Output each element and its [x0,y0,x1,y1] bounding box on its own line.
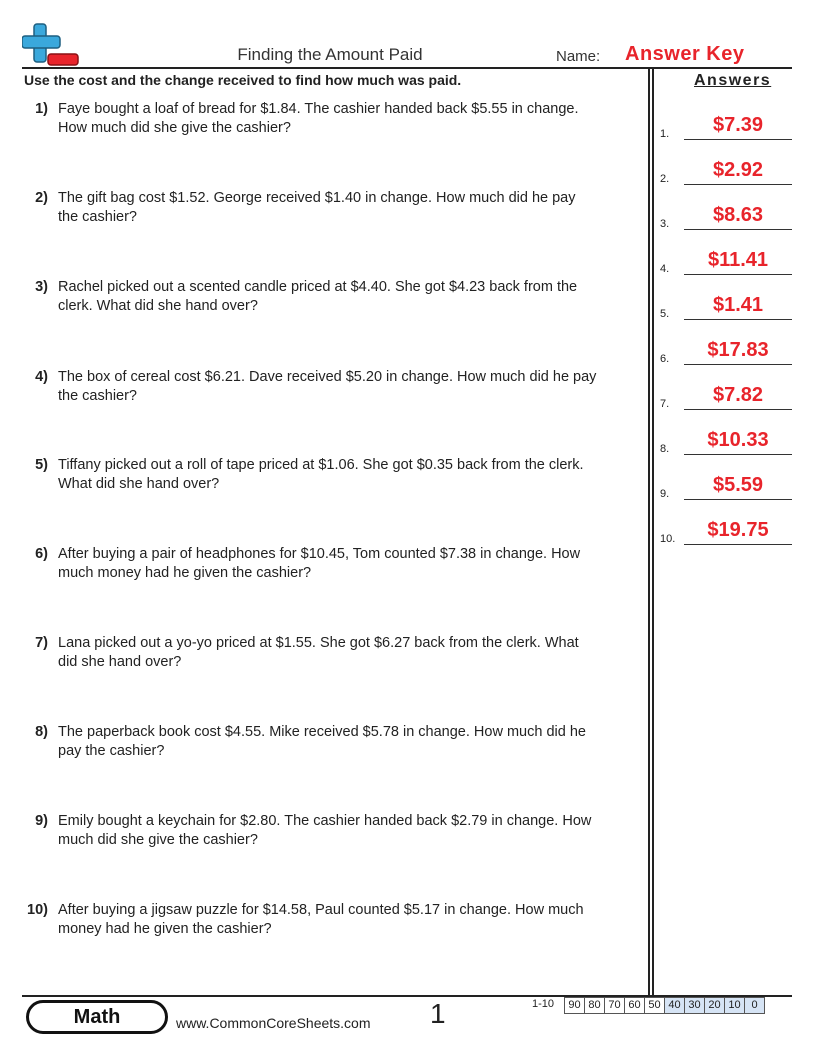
question-text: The box of cereal cost $6.21. Dave received $5.20 in change. How much did he pay the cashier? [58,369,597,404]
header-divider [22,67,792,69]
answer-number: 1. [660,128,670,140]
subject-badge: Math [26,1000,168,1034]
answer-value: $5.59 [712,474,764,496]
worksheet-title: Finding the Amount Paid [237,45,423,64]
question-number: 10) [27,902,48,918]
answer-row [660,470,792,500]
answer-number: 7. [660,398,670,410]
question-number: 3) [35,279,48,295]
name-label: Name: [556,48,601,65]
question-text: After buying a jigsaw puzzle for $14.58, Paul counted $5.17 in change. How much money had he given the cashier? [58,902,584,937]
question-text: Faye bought a loaf of bread for $1.84. The cashier handed back $5.55 in change. How much did she give the cashier? [58,101,579,136]
score-cell: 60 [625,998,645,1013]
question-number: 8) [35,724,48,740]
question-number: 2) [35,190,48,206]
answer-value: $11.41 [707,249,769,271]
answer-value: $19.75 [707,519,769,541]
answers-heading: Answers [694,72,772,89]
question-text: Lana picked out a yo-yo priced at $1.55. She got $6.27 back from the clerk. What did she hand over? [58,635,579,670]
answer-value: $10.33 [707,429,769,451]
score-cell: 20 [705,998,725,1013]
answer-number: 2. [660,173,670,185]
answer-line [684,139,792,140]
answer-line [684,229,792,230]
common-core-sheets-logo [22,22,80,68]
score-cell: 10 [725,998,745,1013]
answer-value: $8.63 [712,204,764,226]
score-cell: 40 [665,998,685,1013]
answer-line [684,319,792,320]
instructions: Use the cost and the change received to find how much was paid. [24,72,462,88]
answer-line [684,454,792,455]
answer-line [684,364,792,365]
answer-row [660,245,792,275]
answer-number: 8. [660,443,670,455]
answer-row [660,335,792,365]
question-text: Tiffany picked out a roll of tape priced at $1.06. She got $0.35 back from the clerk. What did she hand over? [58,457,584,492]
answer-value: $7.82 [712,384,764,406]
answer-row [660,155,792,185]
answer-number: 6. [660,353,670,365]
answer-line [684,274,792,275]
score-cell: 30 [685,998,705,1013]
answer-row [660,515,792,545]
answer-number: 4. [660,263,670,275]
answer-number: 3. [660,218,670,230]
answer-line [684,409,792,410]
question-text: Emily bought a keychain for $2.80. The cashier handed back $2.79 in change. How much did she give the cashier? [58,813,592,848]
score-cell: 70 [605,998,625,1013]
answer-row [660,110,792,140]
question-number: 5) [35,457,48,473]
answer-number: 9. [660,488,670,500]
answer-value: $2.92 [712,159,764,181]
answer-key-label: Answer Key [625,43,745,65]
question-number: 6) [35,546,48,562]
score-range-label: 1-10 [532,998,555,1010]
question-text: The gift bag cost $1.52. George received $1.40 in change. How much did he pay the cashier? [58,190,576,225]
question-number: 1) [35,101,48,117]
question-text: After buying a pair of headphones for $10.45, Tom counted $7.38 in change. How much money had he given the cashier? [58,546,581,581]
column-divider [648,68,650,996]
answer-number: 5. [660,308,670,320]
website-link[interactable]: www.CommonCoreSheets.com [176,1015,371,1031]
question-number: 4) [35,369,48,385]
page-number: 1 [430,998,446,1029]
score-cell: 50 [645,998,665,1013]
score-table [564,997,765,1014]
column-divider [652,68,654,996]
answer-line [684,499,792,500]
answer-row [660,200,792,230]
question-number: 7) [35,635,48,651]
question-text: The paperback book cost $4.55. Mike received $5.78 in change. How much did he pay the cashier? [58,724,586,759]
question-number: 9) [35,813,48,829]
answer-row [660,425,792,455]
answer-row [660,380,792,410]
answer-line [684,184,792,185]
answer-value: $7.39 [712,114,764,136]
score-cell: 90 [565,998,585,1013]
score-cell: 0 [745,998,764,1013]
answer-value: $17.83 [707,339,769,361]
answer-row [660,290,792,320]
answer-number: 10. [660,533,676,545]
score-cell: 80 [585,998,605,1013]
answer-value: $1.41 [712,294,764,316]
answer-line [684,544,792,545]
question-text: Rachel picked out a scented candle priced at $4.40. She got $4.23 back from the clerk. What did she hand over? [58,279,578,314]
